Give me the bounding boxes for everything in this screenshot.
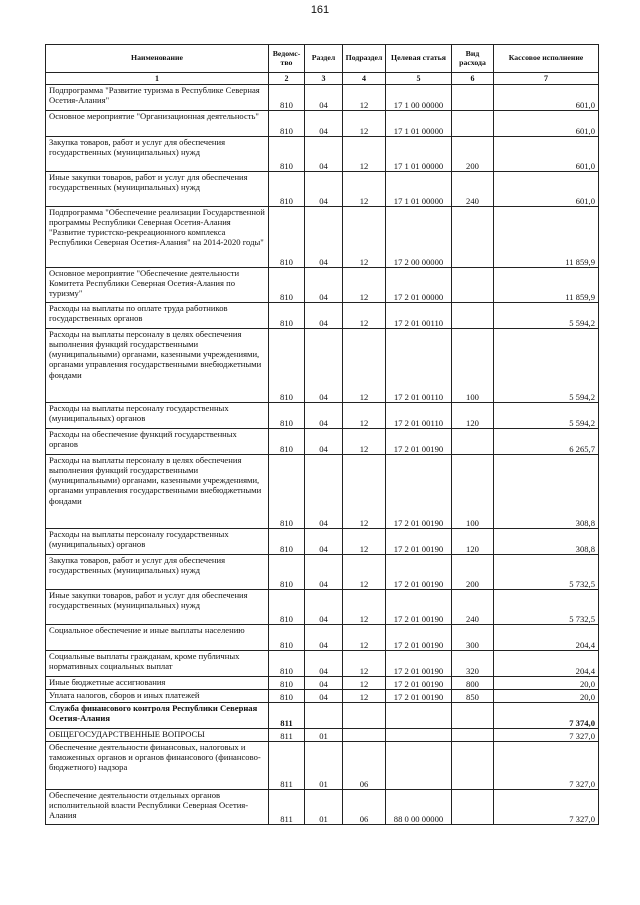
row-expense-type: 120 — [452, 403, 494, 429]
table-row — [46, 590, 599, 625]
row-subsection: 12 — [343, 403, 386, 429]
row-department: 810 — [269, 403, 305, 429]
row-section: 04 — [305, 85, 343, 111]
row-expense-type: 850 — [452, 690, 494, 703]
row-subsection — [343, 703, 386, 729]
row-target-article: 17 1 01 00000 — [386, 111, 452, 137]
row-name: Расходы на выплаты по оплате труда работников государственных органов — [46, 303, 269, 329]
row-name: Закупка товаров, работ и услуг для обеспечения государственных (муниципальных) нужд — [46, 555, 269, 590]
table-header-row — [46, 45, 599, 73]
row-subsection: 12 — [343, 329, 386, 403]
row-expense-type: 240 — [452, 590, 494, 625]
row-department: 810 — [269, 329, 305, 403]
row-section: 04 — [305, 403, 343, 429]
table-row — [46, 625, 599, 651]
column-number: 7 — [494, 73, 599, 85]
row-subsection: 06 — [343, 742, 386, 790]
table-row — [46, 651, 599, 677]
row-expense-type: 120 — [452, 529, 494, 555]
row-name: Расходы на выплаты персоналу государственных (муниципальных) органов — [46, 403, 269, 429]
row-subsection: 12 — [343, 590, 386, 625]
row-subsection: 12 — [343, 429, 386, 455]
row-name: Основное мероприятие "Организационная деятельность" — [46, 111, 269, 137]
row-name: Служба финансового контроля Республики Северная Осетия-Алания — [46, 703, 269, 729]
row-target-article: 17 1 01 00000 — [386, 137, 452, 172]
row-target-article: 17 2 01 00110 — [386, 329, 452, 403]
row-section: 04 — [305, 137, 343, 172]
row-expense-type: 300 — [452, 625, 494, 651]
row-section: 04 — [305, 555, 343, 590]
row-subsection: 12 — [343, 207, 386, 268]
column-number: 3 — [305, 73, 343, 85]
row-department: 810 — [269, 651, 305, 677]
row-section: 04 — [305, 677, 343, 690]
budget-table — [45, 44, 599, 825]
row-target-article: 17 2 01 00190 — [386, 590, 452, 625]
table-row — [46, 85, 599, 111]
row-name: Уплата налогов, сборов и иных платежей — [46, 690, 269, 703]
row-amount: 601,0 — [494, 111, 599, 137]
row-target-article — [386, 729, 452, 742]
column-number-row — [46, 73, 599, 85]
table-row — [46, 690, 599, 703]
row-name: Социальное обеспечение и иные выплаты населению — [46, 625, 269, 651]
row-expense-type — [452, 207, 494, 268]
row-amount: 7 327,0 — [494, 790, 599, 825]
row-target-article: 88 0 00 00000 — [386, 790, 452, 825]
row-name: Расходы на выплаты персоналу государственных (муниципальных) органов — [46, 529, 269, 555]
row-amount: 7 374,0 — [494, 703, 599, 729]
row-department: 810 — [269, 111, 305, 137]
row-section: 04 — [305, 455, 343, 529]
row-department: 810 — [269, 207, 305, 268]
row-expense-type — [452, 111, 494, 137]
row-section: 04 — [305, 625, 343, 651]
row-department: 810 — [269, 690, 305, 703]
table-row — [46, 455, 599, 529]
row-expense-type — [452, 268, 494, 303]
table-row — [46, 555, 599, 590]
row-expense-type — [452, 790, 494, 825]
row-amount: 11 859,9 — [494, 207, 599, 268]
row-name: Обеспечение деятельности отдельных органов исполнительной власти Республики Северная Осетия-Алания — [46, 790, 269, 825]
row-subsection: 12 — [343, 651, 386, 677]
row-expense-type — [452, 85, 494, 111]
column-number: 5 — [386, 73, 452, 85]
row-department: 810 — [269, 268, 305, 303]
row-section: 04 — [305, 529, 343, 555]
row-target-article: 17 1 01 00000 — [386, 172, 452, 207]
row-section: 04 — [305, 651, 343, 677]
row-section: 01 — [305, 790, 343, 825]
table-row — [46, 429, 599, 455]
row-name: Расходы на выплаты персоналу в целях обеспечения выполнения функций государственными (муниципальными) органами, казенными учреждениями, органами управления государственными внебюджетными фондами — [46, 455, 269, 529]
table-row — [46, 137, 599, 172]
row-target-article: 17 2 00 00000 — [386, 207, 452, 268]
row-name: Расходы на выплаты персоналу в целях обеспечения выполнения функций государственными (муниципальными) органами, казенными учреждениями, органами управления государственными внебюджетными фондами — [46, 329, 269, 403]
row-amount: 601,0 — [494, 137, 599, 172]
row-department: 810 — [269, 429, 305, 455]
row-expense-type: 240 — [452, 172, 494, 207]
row-expense-type — [452, 742, 494, 790]
row-expense-type — [452, 729, 494, 742]
row-amount: 20,0 — [494, 690, 599, 703]
table-row — [46, 329, 599, 403]
row-subsection: 12 — [343, 85, 386, 111]
row-section — [305, 703, 343, 729]
row-expense-type: 800 — [452, 677, 494, 690]
row-subsection — [343, 729, 386, 742]
page-number: 161 — [310, 4, 330, 16]
row-section: 04 — [305, 268, 343, 303]
row-amount: 204,4 — [494, 625, 599, 651]
row-amount: 204,4 — [494, 651, 599, 677]
row-subsection: 12 — [343, 303, 386, 329]
row-subsection: 12 — [343, 111, 386, 137]
row-expense-type: 200 — [452, 555, 494, 590]
row-name: Иные бюджетные ассигнования — [46, 677, 269, 690]
column-number: 2 — [269, 73, 305, 85]
row-target-article — [386, 742, 452, 790]
row-expense-type — [452, 703, 494, 729]
row-section: 04 — [305, 429, 343, 455]
row-department: 810 — [269, 455, 305, 529]
row-department: 810 — [269, 172, 305, 207]
table-row — [46, 207, 599, 268]
header-expense-type: Вид расхода — [452, 45, 494, 73]
row-amount: 5 594,2 — [494, 303, 599, 329]
row-department: 810 — [269, 625, 305, 651]
row-subsection: 12 — [343, 677, 386, 690]
row-amount: 5 732,5 — [494, 590, 599, 625]
row-name: Подпрограмма "Обеспечение реализации Государственной программы Республики Северная Осетия-Алания "Развитие туристско-рекреационного комплекса Республики Северная Осетия-Алания" на 2014-2020 годы" — [46, 207, 269, 268]
header-name: Наименование — [46, 45, 269, 73]
row-expense-type: 320 — [452, 651, 494, 677]
row-target-article: 17 2 01 00000 — [386, 268, 452, 303]
row-target-article: 17 2 01 00190 — [386, 555, 452, 590]
row-amount: 5 732,5 — [494, 555, 599, 590]
row-department: 810 — [269, 303, 305, 329]
row-expense-type — [452, 429, 494, 455]
table-row — [46, 703, 599, 729]
row-amount: 11 859,9 — [494, 268, 599, 303]
table-row — [46, 172, 599, 207]
row-amount: 601,0 — [494, 172, 599, 207]
row-section: 04 — [305, 329, 343, 403]
header-cash-execution: Кассовое исполнение — [494, 45, 599, 73]
row-target-article: 17 2 01 00110 — [386, 403, 452, 429]
row-target-article: 17 2 01 00190 — [386, 529, 452, 555]
table-row — [46, 742, 599, 790]
row-subsection: 12 — [343, 172, 386, 207]
row-amount: 601,0 — [494, 85, 599, 111]
table-row — [46, 729, 599, 742]
row-name: Иные закупки товаров, работ и услуг для обеспечения государственных (муниципальных) нужд — [46, 590, 269, 625]
header-department: Ведомс-тво — [269, 45, 305, 73]
row-subsection: 12 — [343, 690, 386, 703]
row-name: ОБЩЕГОСУДАРСТВЕННЫЕ ВОПРОСЫ — [46, 729, 269, 742]
row-target-article: 17 2 01 00190 — [386, 429, 452, 455]
row-target-article: 17 2 01 00190 — [386, 690, 452, 703]
row-name: Основное мероприятие "Обеспечение деятельности Комитета Республики Северная Осетия-Алания по туризму" — [46, 268, 269, 303]
row-subsection: 12 — [343, 529, 386, 555]
header-target-article: Целевая статья — [386, 45, 452, 73]
row-department: 810 — [269, 529, 305, 555]
table-row — [46, 303, 599, 329]
table-row — [46, 403, 599, 429]
table-row — [46, 790, 599, 825]
column-number: 6 — [452, 73, 494, 85]
row-section: 04 — [305, 303, 343, 329]
row-amount: 20,0 — [494, 677, 599, 690]
row-section: 04 — [305, 690, 343, 703]
row-subsection: 12 — [343, 268, 386, 303]
row-amount: 7 327,0 — [494, 729, 599, 742]
row-subsection: 12 — [343, 625, 386, 651]
row-department: 810 — [269, 555, 305, 590]
row-name: Обеспечение деятельности финансовых, налоговых и таможенных органов и органов финансового (финансово-бюджетного) надзора — [46, 742, 269, 790]
row-target-article: 17 2 01 00190 — [386, 651, 452, 677]
row-name: Подпрограмма "Развитие туризма в Республике Северная Осетия-Алания" — [46, 85, 269, 111]
row-target-article: 17 2 01 00190 — [386, 677, 452, 690]
row-subsection: 12 — [343, 455, 386, 529]
row-target-article — [386, 703, 452, 729]
row-name: Закупка товаров, работ и услуг для обеспечения государственных (муниципальных) нужд — [46, 137, 269, 172]
row-target-article: 17 1 00 00000 — [386, 85, 452, 111]
header-subsection: Подраздел — [343, 45, 386, 73]
row-department: 810 — [269, 85, 305, 111]
row-section: 04 — [305, 111, 343, 137]
row-subsection: 06 — [343, 790, 386, 825]
row-amount: 308,8 — [494, 529, 599, 555]
row-subsection: 12 — [343, 555, 386, 590]
row-expense-type: 100 — [452, 329, 494, 403]
row-expense-type: 100 — [452, 455, 494, 529]
row-target-article: 17 2 01 00190 — [386, 455, 452, 529]
row-section: 01 — [305, 742, 343, 790]
row-section: 01 — [305, 729, 343, 742]
table-row — [46, 677, 599, 690]
table-row — [46, 529, 599, 555]
row-subsection: 12 — [343, 137, 386, 172]
table-body — [46, 85, 599, 825]
row-department: 811 — [269, 742, 305, 790]
row-expense-type — [452, 303, 494, 329]
row-amount: 6 265,7 — [494, 429, 599, 455]
row-department: 810 — [269, 137, 305, 172]
row-name: Расходы на обеспечение функций государственных органов — [46, 429, 269, 455]
row-department: 811 — [269, 790, 305, 825]
row-department: 811 — [269, 703, 305, 729]
row-amount: 308,8 — [494, 455, 599, 529]
row-expense-type: 200 — [452, 137, 494, 172]
table-row — [46, 111, 599, 137]
row-section: 04 — [305, 590, 343, 625]
row-amount: 5 594,2 — [494, 329, 599, 403]
row-amount: 7 327,0 — [494, 742, 599, 790]
column-number: 1 — [46, 73, 269, 85]
header-section: Раздел — [305, 45, 343, 73]
row-department: 810 — [269, 590, 305, 625]
row-section: 04 — [305, 172, 343, 207]
row-department: 811 — [269, 729, 305, 742]
row-amount: 5 594,2 — [494, 403, 599, 429]
table-row — [46, 268, 599, 303]
row-name: Социальные выплаты гражданам, кроме публичных нормативных социальных выплат — [46, 651, 269, 677]
row-section: 04 — [305, 207, 343, 268]
column-number: 4 — [343, 73, 386, 85]
row-department: 810 — [269, 677, 305, 690]
row-target-article: 17 2 01 00110 — [386, 303, 452, 329]
row-name: Иные закупки товаров, работ и услуг для обеспечения государственных (муниципальных) нужд — [46, 172, 269, 207]
row-target-article: 17 2 01 00190 — [386, 625, 452, 651]
